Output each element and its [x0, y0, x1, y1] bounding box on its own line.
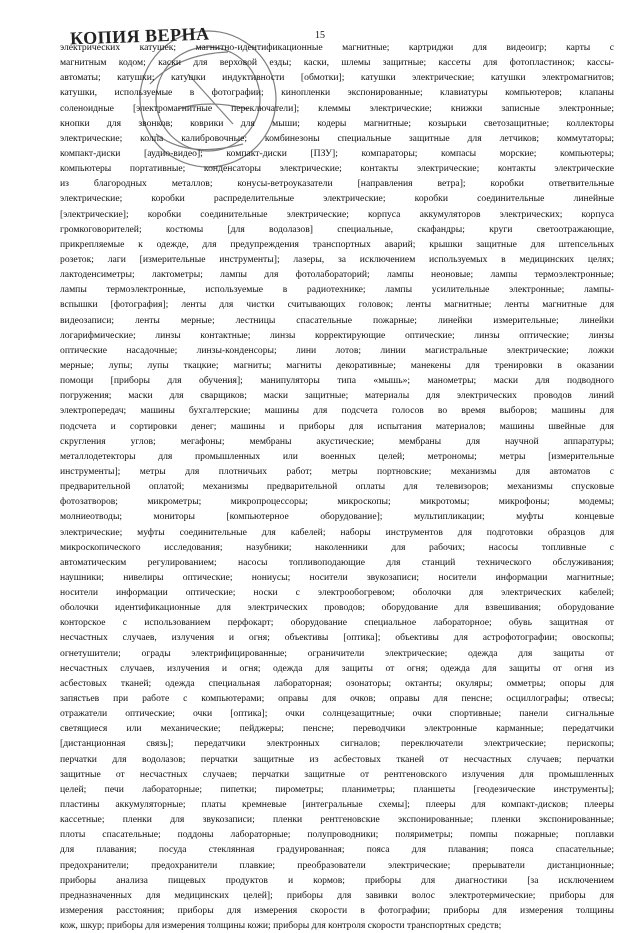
text-line: лактоденсиметры; лактометры; лампы для фотолабораторий; лампы неоновые; лампы термоэлектронные;	[60, 269, 614, 281]
text-line: запястьев при работе с компьютерами; оправы для очков; оправы для пенсне; осциллографы; отвесы;	[60, 693, 614, 705]
text-line: розеток; лаги [измерительные инструменты]; лазеры, за исключением используемых в медицинских целях;	[60, 253, 614, 265]
text-line: металлодетекторы для промышленных или военных целей; метрономы; метры [измерительные	[60, 450, 614, 462]
text-line: прикрепляемые к одежде, для предупреждения транспортных аварий; крышки защитные для штепсельных	[60, 238, 614, 250]
text-line: компьютеры портативные; конденсаторы электрические; контакты электрические; контакты электрические	[60, 163, 614, 175]
text-line: измерения расстояния; приборы для измерения скорости в фотографии; приборы для измерения толщины	[60, 905, 614, 917]
stamp-title: КОПИЯ ВЕРНА	[69, 23, 210, 49]
text-line: носители информации оптические; носки с электрообогревом; оболочки для электрических кабелей;	[60, 587, 614, 599]
text-line: логарифмические; линзы контактные; линзы корректирующие оптические; линзы оптические; линзы	[60, 329, 614, 341]
text-line: помощи [приборы для обучения]; манипуляторы типа «мышь»; манометры; маски для подводного	[60, 375, 614, 387]
text-line: кассетные; пленки для звукозаписи; пленки рентгеновские экспонированные; пленки экспонированные;	[60, 814, 614, 826]
text-line: магнитным кодом; каски для верховой езды; каски, шлемы защитные; кассеты для фотопластинок; кассы-	[60, 57, 614, 69]
text-line: молниеотводы; мониторы [компьютерное оборудование]; мультипликации; муфты концевые	[60, 511, 614, 523]
text-line: предварительной оплатой; механизмы предварительной оплаты для телевизоров; механизмы спусковые	[60, 481, 614, 493]
body-text	[60, 40, 614, 933]
text-line: мерные; лупы; лупы ткацкие; магниты; магниты декоративные; манекены для тренировки в оказании	[60, 359, 614, 371]
text-line: огнетушители; ограды электрифицированные; ограничители электрические; одежда для защиты от	[60, 647, 614, 659]
text-line: видеозаписи; ленты мерные; лестницы спасательные пожарные; линейки измерительные; линейки	[60, 314, 614, 326]
text-line: скругления углов; мегафоны; мембраны акустические; мембраны для научной аппаратуры;	[60, 435, 614, 447]
text-line: автоматы; катушки; катушки индуктивности [обмотки]; катушки электрические; катушки электромагнитов;	[60, 72, 614, 84]
text-line: подсчета и сортировки денег; машины и приборы для испытания материалов; машины швейные для	[60, 420, 614, 432]
text-line: электрические; муфты соединительные для кабелей; наборы инструментов для подготовки образцов для	[60, 526, 614, 538]
text-line: несчастных случаев, излучения и огня; объективы [оптика]; объективы для астрофотографии; овоскопы;	[60, 632, 614, 644]
text-line: фотозатворов; микрометры; микропроцессоры; микроскопы; микротомы; микрофоны; модемы;	[60, 496, 614, 508]
text-line: электрических катушек; магнитно-идентификационные магнитные; картриджи для видеоигр; карты с	[60, 42, 614, 53]
page-number: 15	[315, 30, 325, 41]
text-line: целей; печи лабораторные; пипетки; пирометры; планиметры; планшеты [геодезические инструменты];	[60, 783, 614, 795]
text-line: [дистанционная связь]; передатчики электронных сигналов; переключатели электрические; перископы;	[60, 738, 614, 750]
text-line: плоты спасательные; поддоны лабораторные; полупроводники; поляриметры; помпы пожарные; поплавки	[60, 829, 614, 841]
text-line: из благородных металлов; конусы-ветроуказатели [направления ветра]; коробки ответвительные	[60, 178, 614, 190]
text-line: микроскопического исследования; назубники; наколенники для рабочих; насосы топливные с	[60, 541, 614, 553]
text-line: катушки, используемые в фотографии; кинопленки экспонированные; клавиатуры компьютеров; клапаны	[60, 87, 614, 99]
text-line: пластины аккумуляторные; платы кремневые [интегральные схемы]; плееры для компакт-дисков; плееры	[60, 799, 614, 811]
text-line: инструменты]; метры для плотничьих работ; метры портновские; механизмы для автоматов с	[60, 465, 614, 477]
text-line: вспышки [фотография]; ленты для чистки считывающих головок; ленты магнитные; ленты магнитные для	[60, 299, 614, 311]
text-line: кож, шкур; приборы для измерения толщины кожи; приборы для контроля скорости транспортных средств;	[60, 920, 502, 932]
text-line: кнопки для звонков; коврики для мыши; кодеры магнитные; козырьки светозащитные; коллекторы	[60, 117, 614, 129]
text-line: погружения; маски для сварщиков; маски защитные; материалы для электрических проводов линий	[60, 390, 614, 402]
text-line: оболочки идентификационные для электрических проводов; оборудование для взвешивания; оборудование	[60, 602, 614, 614]
text-line: автоматическим регулированием; насосы топливоподающие для станций технического обслуживания;	[60, 556, 614, 568]
text-line: электрические; коробки распределительные электрические; коробки соединительные линейные	[60, 193, 614, 205]
text-line: предохранители; предохранители плавкие; преобразователи электрические; прерыватели дистанционные;	[60, 859, 614, 871]
text-line: электрические; колпа калибровочные; комбинезоны специальные защитные для летчиков; коммутаторы;	[60, 132, 614, 144]
text-line: приборы анализа пищевых продуктов и кормов; приборы для диагностики [за исключением	[60, 874, 614, 886]
text-line: асбестовых тканей; одежда специальная лабораторная; озонаторы; октанты; окуляры; омметры; опоры для	[60, 677, 614, 689]
text-line: соленоидные [электромагнитные переключатели]; клеммы электрические; книжки записные электронные;	[60, 102, 614, 114]
text-line: отражатели оптические; очки [оптика]; очки солнцезащитные; очки спортивные; панели сигнальные	[60, 708, 614, 720]
text-line: конторское с использованием перфокарт; оборудование специальное лабораторное; обувь защитная от	[60, 617, 614, 629]
text-line: светящиеся или механические; пейджеры; пенсне; переводчики электронные карманные; передатчики	[60, 723, 614, 735]
text-line: громкоговорителей; костюмы [для водолазов] специальные, скафандры; круги светоотражающие,	[60, 223, 614, 235]
text-line: наушники; нивелиры оптические; нониусы; носители звукозаписи; носители информации магнитные;	[60, 571, 614, 583]
text-line: [электрические]; коробки соединительные электрические; корпуса аккумуляторов электрических; корпуса	[60, 208, 614, 220]
text-line: перчатки для водолазов; перчатки защитные из асбестовых тканей от несчастных случаев; перчатки	[60, 753, 614, 765]
text-line: предназначенных для медицинских целей]; приборы для завивки волос электротермические; приборы для	[60, 889, 614, 901]
text-line: электропередач; машины бухгалтерские; машины для подсчета голосов во время выборов; машины для	[60, 405, 614, 417]
text-line: компакт-диски [аудио-видео]; компакт-диски [ПЗУ]; компараторы; компасы морские; компьютеры;	[60, 147, 614, 159]
text-line: несчастных случаев, излучения и огня; одежда для защиты от огня; одежда для защиты от огня из	[60, 662, 614, 674]
text-line: оптические насадочные; линзы-конденсоры; лини лотов; линии магистральные электрические; ложки	[60, 344, 614, 356]
text-line: защитные от несчастных случаев; перчатки защитные от рентгеновского излучения для промышленных	[60, 768, 614, 780]
text-line: для плавания; посуда стеклянная градуированная; пояса для плавания; пояса спасательные;	[60, 844, 614, 856]
text-line: лампы термоэлектронные, используемые в радиотехнике; лампы усилительные электронные; лампы-	[60, 284, 614, 296]
